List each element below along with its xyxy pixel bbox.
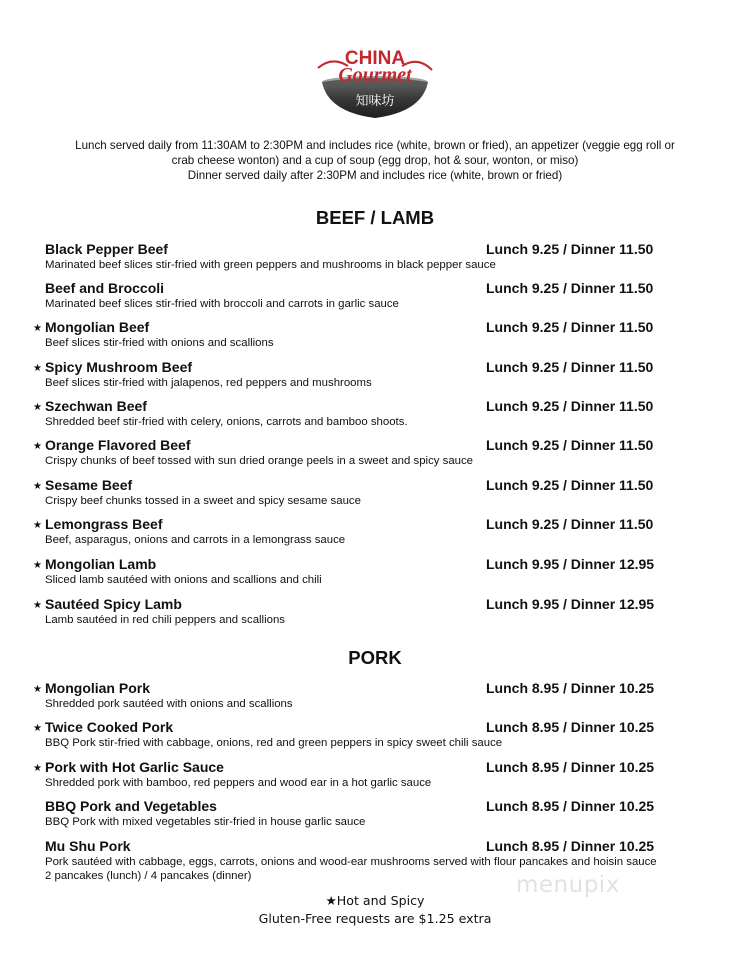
item-description-note: 2 pancakes (lunch) / 4 pancakes (dinner)	[45, 870, 252, 882]
item-price: Lunch 9.25 / Dinner 11.50	[486, 437, 654, 453]
item-description: Pork sautéed with cabbage, eggs, carrots, onions and wood-ear mushrooms served with flour pancakes and hoisin sauce	[45, 856, 657, 868]
item-description: Shredded pork with bamboo, red peppers and wood ear in a hot garlic sauce	[45, 777, 432, 789]
section-title-pork: PORK	[348, 647, 402, 668]
intro-text	[30, 138, 720, 183]
item-price: Lunch 9.25 / Dinner 11.50	[486, 516, 654, 532]
logo-chinese-text: 知味坊	[355, 94, 395, 109]
item-description: Marinated beef slices stir-fried with green peppers and mushrooms in black pepper sauce	[45, 259, 496, 271]
hot-spicy-star-icon: ★	[33, 684, 42, 695]
item-price: Lunch 9.25 / Dinner 11.50	[486, 398, 654, 414]
menu-item	[0, 596, 750, 634]
item-description: Beef, asparagus, onions and carrots in a lemongrass sauce	[45, 534, 346, 546]
china-gourmet-logo	[310, 44, 440, 124]
item-name: Lemongrass Beef	[45, 516, 163, 532]
menu-item	[0, 319, 750, 357]
item-name: Twice Cooked Pork	[45, 719, 174, 735]
item-price: Lunch 9.25 / Dinner 11.50	[486, 241, 654, 257]
menu-item	[0, 398, 750, 436]
item-name: Mongolian Beef	[45, 319, 150, 335]
intro-line-1: Lunch served daily from 11:30AM to 2:30PM and includes rice (white, brown or fried), an appetizer (veggie egg roll or	[75, 139, 675, 152]
item-name: Beef and Broccoli	[45, 280, 165, 296]
item-name: BBQ Pork and Vegetables	[45, 798, 217, 814]
menu-item	[0, 798, 750, 836]
item-price: Lunch 9.25 / Dinner 11.50	[486, 359, 654, 375]
gluten-free-note: Gluten-Free requests are $1.25 extra	[258, 911, 492, 926]
menu-item	[0, 759, 750, 797]
hot-spicy-star-icon: ★	[33, 600, 42, 611]
item-name: Mongolian Pork	[45, 680, 150, 696]
item-name: Pork with Hot Garlic Sauce	[45, 759, 224, 775]
menu-item	[0, 280, 750, 318]
item-description: Crispy beef chunks tossed in a sweet and spicy sesame sauce	[45, 495, 361, 507]
item-description: BBQ Pork with mixed vegetables stir-fried in house garlic sauce	[45, 816, 366, 828]
item-name: Mu Shu Pork	[45, 838, 131, 854]
item-description: Marinated beef slices stir-fried with broccoli and carrots in garlic sauce	[45, 298, 399, 310]
item-price: Lunch 9.25 / Dinner 11.50	[486, 319, 654, 335]
menu-item	[0, 556, 750, 594]
item-price: Lunch 8.95 / Dinner 10.25	[486, 719, 655, 735]
item-description: BBQ Pork stir-fried with cabbage, onions, red and green peppers in spicy sweet chili sauce	[45, 737, 503, 749]
hot-spicy-star-icon: ★	[33, 481, 42, 492]
menu-item	[0, 719, 750, 757]
menu-item	[0, 359, 750, 397]
item-price: Lunch 8.95 / Dinner 10.25	[486, 680, 655, 696]
intro-line-3: Dinner served daily after 2:30PM and includes rice (white, brown or fried)	[187, 169, 563, 182]
hot-spicy-star-icon: ★	[33, 363, 42, 374]
item-price: Lunch 9.95 / Dinner 12.95	[486, 556, 655, 572]
item-name: Szechwan Beef	[45, 398, 147, 414]
item-price: Lunch 9.25 / Dinner 11.50	[486, 477, 654, 493]
hot-spicy-legend: ★Hot and Spicy	[325, 893, 425, 908]
hot-spicy-star-icon: ★	[33, 323, 42, 334]
item-price: Lunch 9.25 / Dinner 11.50	[486, 280, 654, 296]
item-name: Black Pepper Beef	[45, 241, 168, 257]
menu-item	[0, 437, 750, 475]
item-name: Mongolian Lamb	[45, 556, 157, 572]
item-price: Lunch 8.95 / Dinner 10.25	[486, 838, 655, 854]
item-description: Beef slices stir-fried with jalapenos, red peppers and mushrooms	[45, 377, 372, 389]
item-name: Spicy Mushroom Beef	[45, 359, 193, 375]
item-description: Sliced lamb sautéed with onions and scallions and chili	[45, 574, 322, 586]
item-price: Lunch 8.95 / Dinner 10.25	[486, 759, 655, 775]
item-price: Lunch 8.95 / Dinner 10.25	[486, 798, 655, 814]
item-price: Lunch 9.95 / Dinner 12.95	[486, 596, 655, 612]
item-description: Shredded beef stir-fried with celery, onions, carrots and bamboo shoots.	[45, 416, 408, 428]
menu-item	[0, 516, 750, 554]
item-description: Beef slices stir-fried with onions and scallions	[45, 337, 274, 349]
logo-gourmet-text: Gourmet	[338, 64, 412, 86]
logo-china-text: CHINA	[344, 48, 406, 69]
hot-spicy-star-icon: ★	[33, 402, 42, 413]
item-description: Lamb sautéed in red chili peppers and scallions	[45, 614, 285, 626]
menu-item	[0, 241, 750, 279]
item-description: Crispy chunks of beef tossed with sun dried orange peels in a sweet and spicy sauce	[45, 455, 474, 467]
item-name: Orange Flavored Beef	[45, 437, 191, 453]
item-name: Sautéed Spicy Lamb	[45, 596, 182, 612]
hot-spicy-star-icon: ★	[33, 441, 42, 452]
hot-spicy-star-icon: ★	[33, 763, 42, 774]
menupix-watermark: menupix	[516, 872, 620, 898]
menu-item	[0, 680, 750, 718]
hot-spicy-star-icon: ★	[33, 560, 42, 571]
item-name: Sesame Beef	[45, 477, 133, 493]
section-title-beef-lamb: BEEF / LAMB	[315, 207, 435, 228]
hot-spicy-star-icon: ★	[33, 723, 42, 734]
menu-item	[0, 838, 750, 888]
menu-item	[0, 477, 750, 515]
item-description: Shredded pork sautéed with onions and scallions	[45, 698, 293, 710]
hot-spicy-star-icon: ★	[33, 520, 42, 531]
intro-line-2: crab cheese wonton) and a cup of soup (egg drop, hot & sour, wonton, or miso)	[171, 154, 579, 167]
